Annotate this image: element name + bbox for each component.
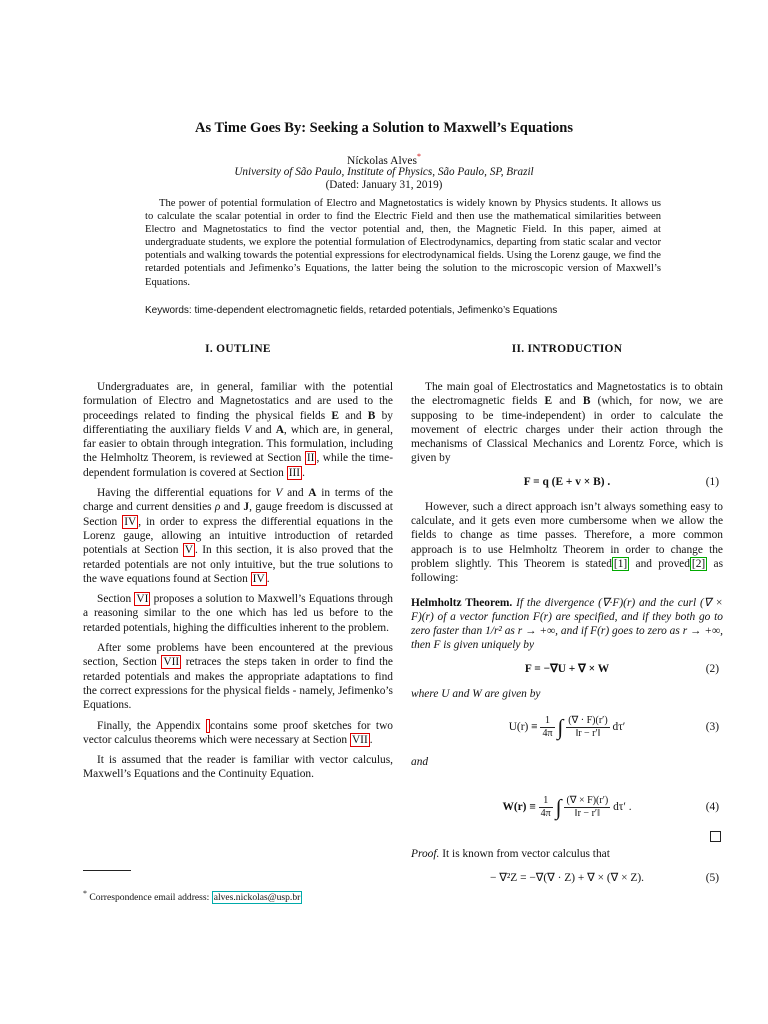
outline-paragraph-1: Undergraduates are, in general, familiar with the potential formulation of Electro and Magnetostatics and are used to the proceedings related to finding the physical fields E and B by differentiating the auxiliary fields V and A, which are, in general, far easier to obtain through integration. This formulation, including the Helmholtz Theorem, is reviewed at Section II , while the time-dependent formulation is covered at Section III . — [83, 381, 393, 479]
outline-paragraph-2: Having the differential equations for V and A in terms of the charge and current densities ρ and J, gauge freedom is discussed at Section IV , in order to express the differential equations in the Lorenz gauge, allowing an intuitive introduction of retarded potentials at Section V . In this section, it is also proved that the retarded potentials are not only intuitive, but the true solutions to the wave equations found at Section IV . — [83, 487, 394, 585]
left-column — [83, 342, 393, 788]
section-heading-introduction: II. INTRODUCTION — [511, 343, 623, 355]
equation-1 — [411, 472, 723, 492]
footnote-rule — [83, 870, 131, 871]
section-heading-outline: I. OUTLINE — [205, 343, 271, 355]
ref-section-vii[interactable]: VII — [163, 656, 180, 669]
equation-2-body: F = −∇U + ∇ × W — [524, 662, 610, 675]
equation-5 — [411, 868, 723, 888]
and-text: and — [411, 756, 429, 769]
equation-1-body: F = q (E + v × B) . — [523, 475, 611, 488]
right-column — [411, 342, 723, 896]
intro-paragraph-1: The main goal of Electrostatics and Magnetostatics is to obtain the electromagnetic fields E and B (which, for now, we are supposing to be time-independent) in order to calculate the movement of electric charges under their action through the mechanisms of Classical Mechanics and Lorentz Force, which is given by — [411, 381, 723, 465]
outline-paragraph-4: After some problems have been encountered at the previous section, Section VII retraces the steps taken in order to find the retarded potentials and makes the appropriate adaptations to find the correct expressions for the physical fields - namely, Jefimenko’s Equations. — [83, 642, 393, 712]
proof-intro: Proof. It is known from vector calculus that — [411, 848, 610, 861]
equation-5-body: − ∇²Z = −∇(∇ · Z) + ∇ × (∇ × Z). — [489, 871, 645, 884]
author-name: Níckolas Alves — [347, 154, 417, 167]
citation-2[interactable]: [2] — [691, 557, 706, 570]
outline-paragraph-6: It is assumed that the reader is familiar with vector calculus, Maxwell’s Equations and the Continuity Equation. — [83, 754, 393, 781]
outline-paragraph-5: Finally, the Appendix contains some proof sketches for two vector calculus theorems which were necessary at Section VII . — [83, 719, 394, 746]
keywords: Keywords: time-dependent electromagnetic fields, retarded potentials, Jefimenko’s Equations — [145, 305, 558, 316]
where-text: where U and W are given by — [411, 687, 541, 700]
ref-section-iv[interactable]: IV — [124, 515, 137, 528]
author-line — [0, 152, 768, 167]
equation-5-number: (5) — [705, 871, 719, 884]
ref-section-iv-2[interactable]: IV — [252, 572, 265, 585]
ref-section-vii-2[interactable]: VII — [351, 733, 368, 746]
ref-section-v[interactable]: V — [184, 544, 193, 557]
equation-4-number: (4) — [705, 801, 719, 814]
equation-2-number: (2) — [705, 662, 719, 675]
ref-section-ii[interactable]: II — [306, 452, 315, 465]
citation-1[interactable]: [1] — [613, 557, 628, 570]
outline-paragraph-3: Section VI proposes a solution to Maxwell’s Equations through a reasoning similar to the one which has led us before to the retarded potentials, highing the difficulties inherent to the problem. — [83, 593, 393, 634]
footnote: * Correspondence email address: alves.nickolas@usp.br — [83, 889, 301, 904]
equation-1-number: (1) — [705, 475, 719, 488]
paper-title: As Time Goes By: Seeking a Solution to Maxwell’s Equations — [195, 120, 573, 136]
intro-paragraph-2: However, such a direct approach isn’t always something easy to calculate, and it gets even more cumbersome when we allow the fields to change as time passes. Therefore, a more common approach is to use Helmholtz Theorem in order to change the problem slightly. This Theorem is stated [1] and proved [2] as following: — [411, 500, 723, 585]
author-footnote-mark[interactable]: * — [416, 152, 421, 161]
helmholtz-theorem: Helmholtz Theorem. If the divergence (∇·F)(r) and the curl (∇ × F)(r) of a vector function F(r) are specified, and if they both go to zero faster than 1/r² as r → +∞, and if F(r) goes to zero as r → +∞, then F is given uniquely by — [411, 596, 723, 652]
qed-box-icon — [710, 831, 721, 842]
equation-3-number: (3) — [705, 721, 719, 734]
email-link[interactable]: alves.nickolas@usp.br — [213, 892, 301, 904]
abstract: The power of potential formulation of Electro and Magnetostatics is widely known by Physics students. It allows us to calculate the scalar potential in order to find the Electric Field and then use the mathematical similarities between Electro and Magnetostatics to find the vector potential and, then, the Magnetic Field. In this paper, aimed at undergraduate students, we explore the potential formulation of Electrodynamics, departing from static scalar and vector potentials and walking towards the potential expressions for electrodynamical fields. Using the Lorenz gauge, we find the retarded potentials and Jefimenko’s Equations, the latter being the solution to the microscopic version of Maxwell’s Equations. — [145, 198, 662, 288]
equation-2 — [411, 659, 723, 679]
equation-3: U(r) ≡ $\frac{1}{4\pi}$ ∫ $\frac{(\nabla \cdot F)(r')}{‖r - r'‖}$ dτ′ (3) — [411, 707, 723, 747]
dated-line: (Dated: January 31, 2019) — [325, 179, 443, 191]
affiliation: University of São Paulo, Institute of Physics, São Paulo, SP, Brazil — [234, 166, 534, 178]
equation-4: W(r) ≡ $\frac{1}{4\pi}$ ∫ $\frac{(\nabla \times F)(r')}{‖r - r'‖}$ dτ′ . (4) — [411, 787, 723, 827]
ref-section-vi[interactable]: VI — [136, 593, 149, 606]
ref-section-iii[interactable]: III — [288, 466, 301, 479]
